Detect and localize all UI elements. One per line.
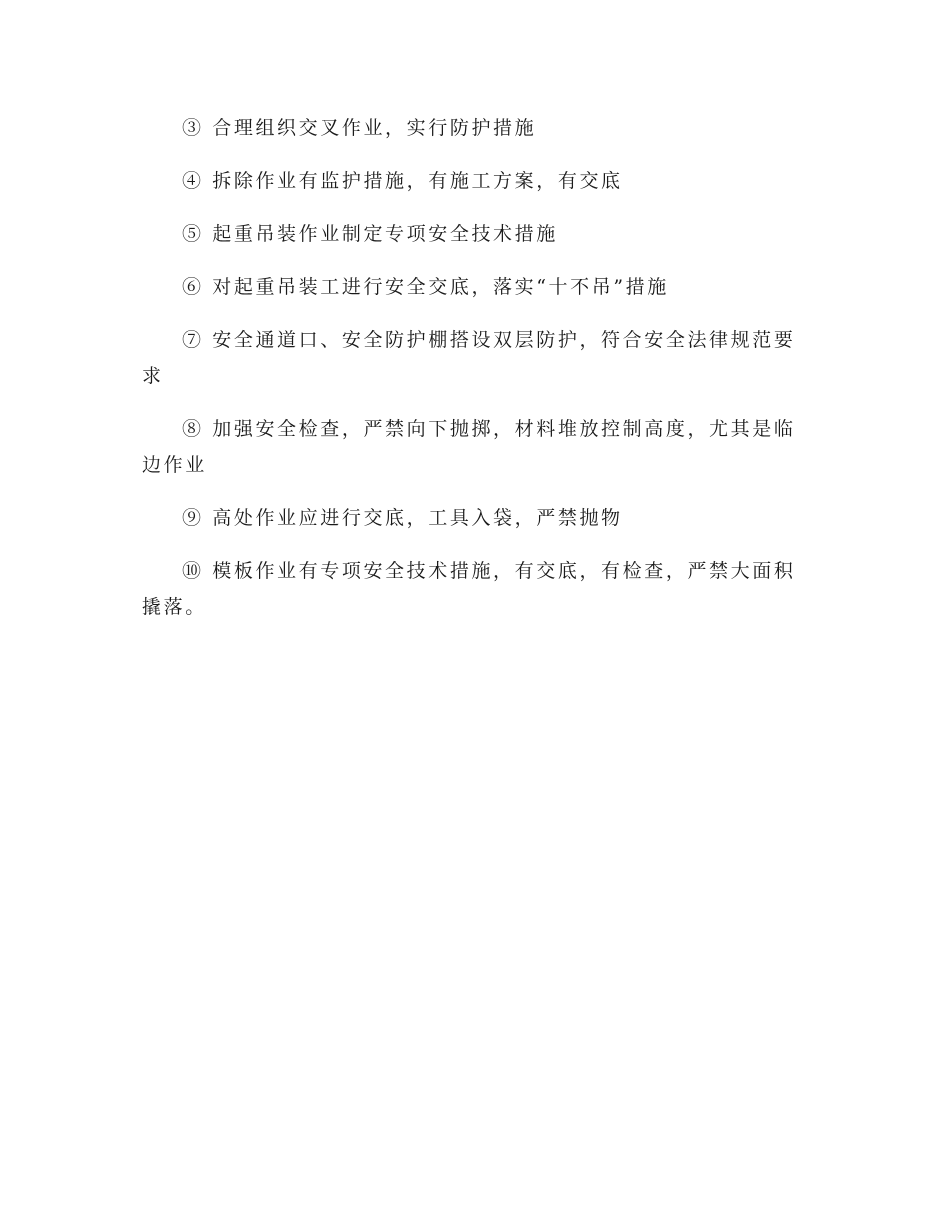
- paragraph-item-5: ⑤ 起重吊装作业制定专项安全技术措施: [182, 223, 558, 245]
- paragraph-item-3: ③ 合理组织交叉作业，实行防护措施: [182, 117, 537, 139]
- paragraph-item-7: ⑦ 安全通道口、安全防护棚搭设双层防护，符合安全法律规范要求: [142, 329, 796, 387]
- document-body: [142, 110, 806, 625]
- paragraph-item-6: ⑥ 对起重吊装工进行安全交底，落实“十不吊”措施: [182, 276, 669, 298]
- paragraph-item-10: ⑩ 模板作业有专项安全技术措施，有交底，有检查，严禁大面积撬落。: [142, 560, 796, 618]
- paragraph-item-4: ④ 拆除作业有监护措施，有施工方案，有交底: [182, 170, 623, 192]
- paragraph-item-8: ⑧ 加强安全检查，严禁向下抛掷，材料堆放控制高度，尤其是临边作业: [142, 418, 796, 476]
- paragraph-item-9: ⑨ 高处作业应进行交底，工具入袋，严禁抛物: [182, 507, 623, 529]
